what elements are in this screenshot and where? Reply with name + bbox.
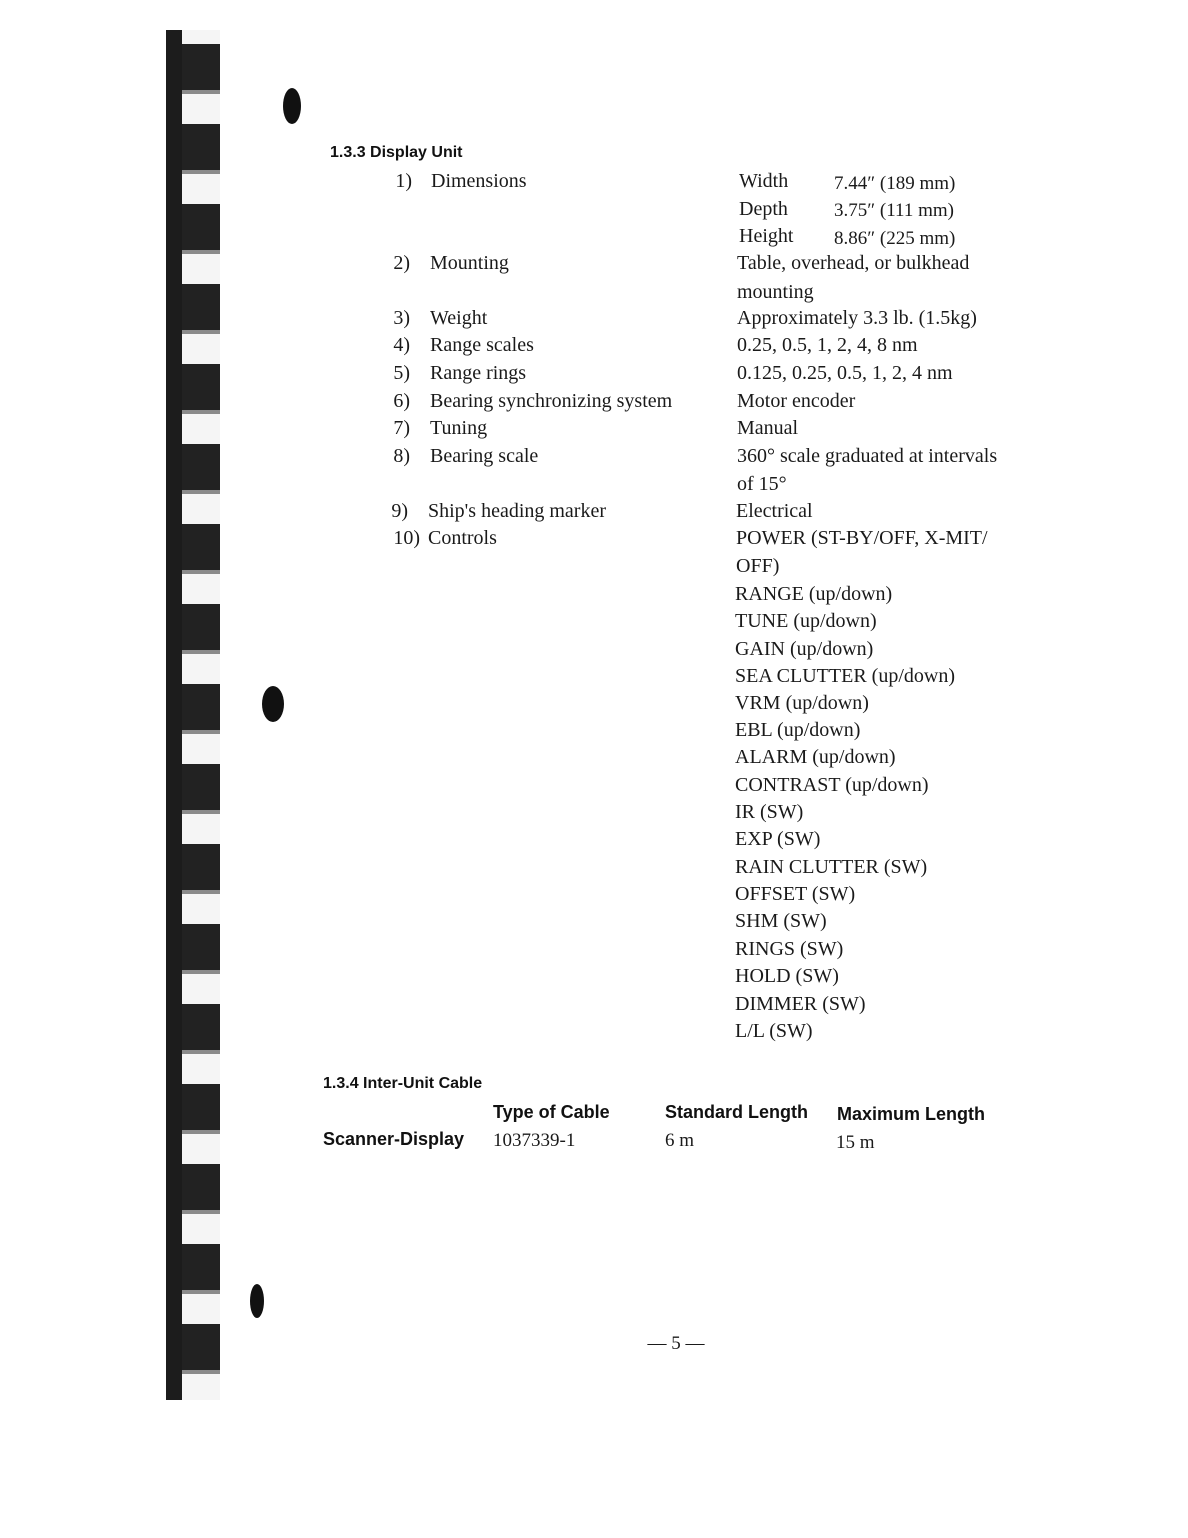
item-number: 1) (395, 170, 412, 192)
spec-item-heading-marker (0, 500, 1188, 528)
control-item: OFFSET (SW) (735, 883, 856, 905)
item-label: Tuning (430, 417, 488, 439)
item-label: Bearing scale (430, 445, 539, 467)
item-label: Bearing synchronizing system (430, 390, 673, 412)
control-item: RINGS (SW) (735, 938, 844, 960)
control-item: TUNE (up/down) (735, 610, 877, 632)
column-header-standard-length: Standard Length (665, 1102, 808, 1122)
spec-item-controls (0, 527, 1188, 555)
item-value: Manual (737, 417, 799, 439)
control-item: DIMMER (SW) (735, 993, 866, 1015)
spec-item-bearing-sync (0, 390, 1188, 418)
item-value-cont: of 15° (737, 473, 787, 495)
control-item: VRM (up/down) (735, 692, 869, 714)
item-number: 8) (393, 445, 410, 467)
control-item: ALARM (up/down) (735, 746, 896, 768)
item-label: Controls (428, 527, 497, 549)
control-item: L/L (SW) (735, 1020, 813, 1042)
item-number: 7) (393, 417, 410, 439)
control-item: IR (SW) (735, 801, 804, 823)
item-label: Range rings (430, 362, 527, 384)
dimension-name: Depth (739, 198, 788, 220)
control-item: EXP (SW) (735, 828, 821, 850)
item-label: Range scales (430, 334, 534, 356)
spec-item-mounting (0, 252, 1188, 280)
item-number: 2) (393, 252, 410, 274)
spiral-binding (166, 30, 220, 1400)
item-value: 0.25, 0.5, 1, 2, 4, 8 nm (737, 334, 918, 356)
control-item: SHM (SW) (735, 910, 827, 932)
item-value: Motor encoder (737, 390, 856, 412)
dimension-value: 8.86″ (225 mm) (834, 228, 956, 249)
item-number: 6) (393, 390, 410, 412)
section-heading-display-unit: 1.3.3 Display Unit (330, 144, 463, 161)
control-item: SEA CLUTTER (up/down) (735, 665, 955, 687)
cable-type-value: 1037339-1 (493, 1130, 576, 1151)
punch-hole-top (283, 88, 301, 124)
page-number: — 5 — (647, 1333, 705, 1354)
control-item: CONTRAST (up/down) (735, 774, 929, 796)
spec-item-dimensions (0, 170, 1188, 198)
section-heading-inter-unit-cable: 1.3.4 Inter-Unit Cable (323, 1075, 483, 1092)
item-label: Dimensions (431, 170, 527, 192)
dimension-name: Height (739, 225, 794, 247)
spec-item-range-scales (0, 334, 1188, 362)
item-number: 3) (393, 307, 410, 329)
cable-row-name: Scanner-Display (323, 1129, 465, 1149)
punch-hole-bottom (250, 1284, 264, 1318)
item-number: 5) (393, 362, 410, 384)
dimension-value: 3.75″ (111 mm) (834, 200, 954, 221)
item-value: POWER (ST-BY/OFF, X-MIT/ (736, 527, 988, 549)
column-header-maximum-length: Maximum Length (837, 1104, 986, 1124)
item-label: Ship's heading marker (428, 500, 607, 522)
item-label: Mounting (430, 252, 509, 274)
dimension-value: 7.44″ (189 mm) (834, 173, 956, 194)
control-item: EBL (up/down) (735, 719, 861, 741)
item-number: 10) (393, 527, 420, 549)
control-item: RAIN CLUTTER (SW) (735, 856, 928, 878)
item-value: Table, overhead, or bulkhead (737, 252, 970, 274)
control-item: GAIN (up/down) (735, 638, 874, 660)
cable-standard-length-value: 6 m (665, 1130, 695, 1151)
spec-value-continuation (0, 281, 1188, 309)
spec-value-continuation (0, 473, 1188, 501)
control-item: RANGE (up/down) (735, 583, 893, 605)
item-label: Weight (430, 307, 488, 329)
spec-item-bearing-scale (0, 445, 1188, 473)
spec-item-tuning (0, 417, 1188, 445)
punch-hole-middle (262, 686, 284, 722)
item-number: 9) (391, 500, 408, 522)
item-value-cont: mounting (737, 281, 814, 303)
item-value: Approximately 3.3 lb. (1.5kg) (737, 307, 977, 329)
item-value-cont: OFF) (736, 555, 780, 577)
dimension-name: Width (739, 170, 789, 192)
cable-maximum-length-value: 15 m (836, 1132, 875, 1153)
spec-item-range-rings (0, 362, 1188, 390)
spec-item-weight (0, 307, 1188, 335)
item-number: 4) (393, 334, 410, 356)
item-value: 0.125, 0.25, 0.5, 1, 2, 4 nm (737, 362, 953, 384)
item-value: 360° scale graduated at intervals (737, 445, 998, 467)
item-value: Electrical (736, 500, 813, 522)
column-header-type: Type of Cable (493, 1102, 610, 1122)
control-item: HOLD (SW) (735, 965, 839, 987)
spec-value-continuation (0, 555, 1188, 583)
